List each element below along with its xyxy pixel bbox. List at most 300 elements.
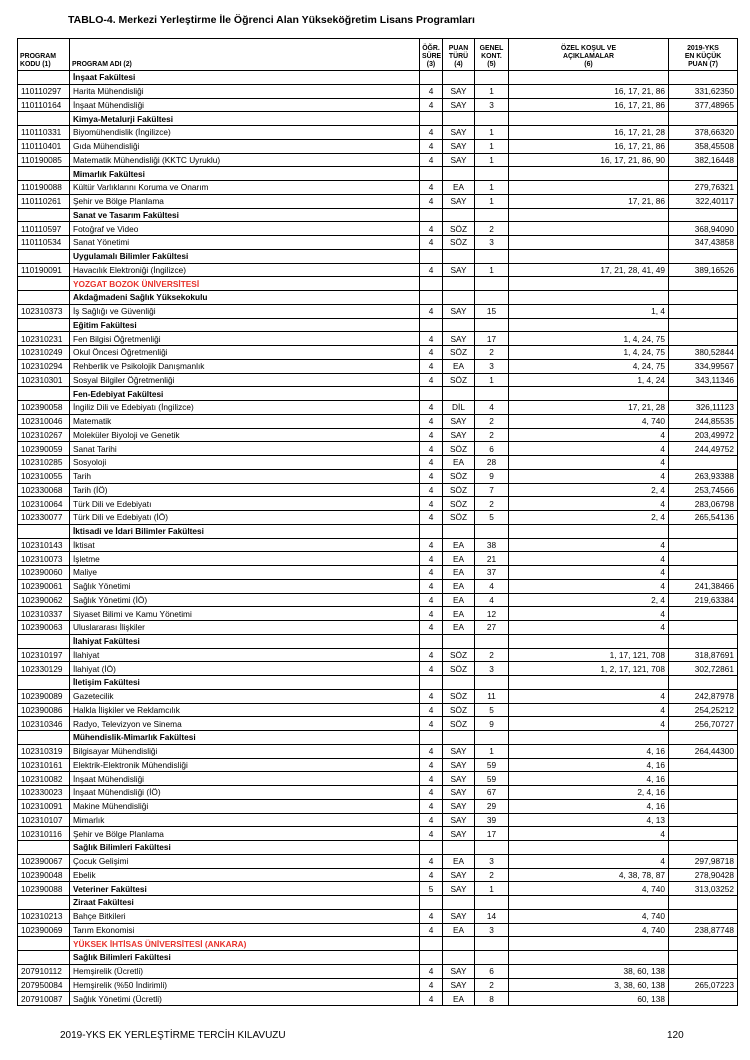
program-name: Mimarlık [70,813,420,827]
quota-cell [475,277,509,291]
score-type-cell [443,937,475,951]
min-score: 219,63384 [669,593,738,607]
program-code: 102310267 [18,428,70,442]
min-score: 254,25212 [669,703,738,717]
table-row [18,648,738,662]
duration: 4 [420,552,443,566]
duration-cell [420,634,443,648]
faculty-row [18,167,738,181]
faculty-name: Eğitim Fakültesi [70,318,420,332]
score-type-cell [443,167,475,181]
score-type: SÖZ [443,236,475,250]
min-score: 244,85535 [669,414,738,428]
program-code: 102390061 [18,579,70,593]
conditions-cell [509,249,669,263]
program-name: Fotoğraf ve Video [70,222,420,236]
conditions-cell [509,524,669,538]
min-score-cell [669,291,738,305]
conditions [509,222,669,236]
quota: 2 [475,222,509,236]
program-code: 110110297 [18,84,70,98]
conditions: 38, 60, 138 [509,964,669,978]
program-name: Hemşirelik (%50 İndirimli) [70,978,420,992]
table-row [18,126,738,140]
score-type: EA [443,538,475,552]
duration-cell [420,731,443,745]
conditions [509,181,669,195]
score-type-cell [443,731,475,745]
university-name: YÜKSEK İHTİSAS ÜNİVERSİTESİ (ANKARA) [70,937,420,951]
faculty-row [18,676,738,690]
duration: 4 [420,401,443,415]
quota: 4 [475,593,509,607]
table-row [18,758,738,772]
quota: 6 [475,964,509,978]
min-score-cell [669,277,738,291]
faculty-row [18,71,738,85]
min-score: 343,11346 [669,373,738,387]
min-score: 334,99567 [669,359,738,373]
program-code: 102310046 [18,414,70,428]
conditions: 17, 21, 28, 41, 49 [509,263,669,277]
conditions-cell [509,71,669,85]
duration: 4 [420,346,443,360]
program-code: 102390089 [18,689,70,703]
program-name: Okul Öncesi Öğretmenliği [70,346,420,360]
table-row [18,579,738,593]
quota: 3 [475,854,509,868]
table-row [18,263,738,277]
program-name: Radyo, Televizyon ve Sinema [70,717,420,731]
conditions: 16, 17, 21, 86 [509,84,669,98]
quota: 14 [475,909,509,923]
quota: 1 [475,139,509,153]
conditions: 3, 38, 60, 138 [509,978,669,992]
table-row [18,84,738,98]
score-type-cell [443,841,475,855]
duration: 4 [420,222,443,236]
score-type: SÖZ [443,717,475,731]
table-row [18,621,738,635]
quota: 5 [475,511,509,525]
program-code: 102310231 [18,332,70,346]
quota: 17 [475,827,509,841]
program-code: 102390088 [18,882,70,896]
table-row [18,689,738,703]
program-code: 102310285 [18,456,70,470]
score-type: SAY [443,194,475,208]
faculty-name: Sağlık Bilimleri Fakültesi [70,951,420,965]
code-cell [18,387,70,401]
code-cell [18,676,70,690]
quota: 2 [475,428,509,442]
conditions: 4, 16 [509,758,669,772]
duration: 4 [420,566,443,580]
duration: 4 [420,799,443,813]
quota-cell [475,937,509,951]
university-row [18,277,738,291]
program-code: 110110261 [18,194,70,208]
score-type: SÖZ [443,442,475,456]
table-row [18,222,738,236]
program-name: İlahiyat [70,648,420,662]
program-name: İnşaat Mühendisliği [70,98,420,112]
table-row [18,744,738,758]
code-cell [18,937,70,951]
quota: 59 [475,758,509,772]
min-score: 302,72861 [669,662,738,676]
conditions-cell [509,731,669,745]
table-row [18,799,738,813]
score-type-cell [443,249,475,263]
duration: 4 [420,98,443,112]
table-row [18,139,738,153]
program-name: Moleküler Biyoloji ve Genetik [70,428,420,442]
min-score-cell [669,208,738,222]
table-row [18,772,738,786]
score-type: SAY [443,98,475,112]
score-type: SÖZ [443,222,475,236]
faculty-row [18,951,738,965]
quota: 9 [475,717,509,731]
quota: 2 [475,497,509,511]
program-name: Veteriner Fakültesi [70,882,420,896]
table-row [18,882,738,896]
duration: 4 [420,978,443,992]
table-row [18,538,738,552]
code-cell [18,318,70,332]
quota-cell [475,634,509,648]
min-score [669,964,738,978]
duration: 4 [420,964,443,978]
duration: 4 [420,717,443,731]
duration: 4 [420,456,443,470]
score-type: EA [443,552,475,566]
quota: 1 [475,744,509,758]
conditions: 4 [509,469,669,483]
code-cell [18,277,70,291]
conditions-cell [509,387,669,401]
table-row [18,346,738,360]
conditions-cell [509,318,669,332]
score-type: SAY [443,827,475,841]
score-type: SAY [443,799,475,813]
conditions: 17, 21, 86 [509,194,669,208]
duration: 4 [420,194,443,208]
score-type: SÖZ [443,689,475,703]
score-type: SAY [443,414,475,428]
faculty-row [18,249,738,263]
table-row [18,401,738,415]
min-score: 264,44300 [669,744,738,758]
min-score: 242,87978 [669,689,738,703]
program-code: 102310249 [18,346,70,360]
program-code: 102390058 [18,401,70,415]
score-type: EA [443,579,475,593]
faculty-row [18,634,738,648]
score-type: SAY [443,84,475,98]
table-row [18,593,738,607]
conditions: 1, 4, 24 [509,373,669,387]
program-code: 102310143 [18,538,70,552]
faculty-name: Fen-Edebiyat Fakültesi [70,387,420,401]
min-score: 278,90428 [669,868,738,882]
quota-cell [475,318,509,332]
score-type: SAY [443,744,475,758]
code-cell [18,71,70,85]
conditions: 4, 13 [509,813,669,827]
program-code: 102390062 [18,593,70,607]
score-type: EA [443,593,475,607]
min-score: 241,38466 [669,579,738,593]
duration: 4 [420,593,443,607]
programs-table [17,38,738,1006]
conditions: 4 [509,456,669,470]
table-row [18,181,738,195]
quota: 67 [475,786,509,800]
score-type-cell [443,524,475,538]
program-code: 110190088 [18,181,70,195]
min-score [669,813,738,827]
min-score-cell [669,249,738,263]
score-type: EA [443,923,475,937]
faculty-row [18,387,738,401]
program-name: Sanat Yönetimi [70,236,420,250]
score-type: SÖZ [443,497,475,511]
header-conditions: ÖZEL KOŞUL VE AÇIKLAMALAR (6) [509,39,669,71]
min-score: 382,16448 [669,153,738,167]
faculty-row [18,524,738,538]
quota: 15 [475,304,509,318]
quota-cell [475,896,509,910]
conditions: 2, 4 [509,483,669,497]
program-name: Türk Dili ve Edebiyatı (İÖ) [70,511,420,525]
university-name: YOZGAT BOZOK ÜNİVERSİTESİ [70,277,420,291]
duration: 4 [420,332,443,346]
quota: 8 [475,992,509,1006]
program-name: Havacılık Elektroniği (İngilizce) [70,263,420,277]
duration-cell [420,676,443,690]
duration: 4 [420,373,443,387]
score-type-cell [443,634,475,648]
score-type: SAY [443,263,475,277]
faculty-name: Ziraat Fakültesi [70,896,420,910]
duration: 4 [420,827,443,841]
min-score: 358,45508 [669,139,738,153]
min-score: 297,98718 [669,854,738,868]
table-row [18,813,738,827]
table-row [18,786,738,800]
score-type: SÖZ [443,483,475,497]
duration-cell [420,951,443,965]
min-score: 244,49752 [669,442,738,456]
conditions: 2, 4 [509,593,669,607]
table-row [18,483,738,497]
program-name: Çocuk Gelişimi [70,854,420,868]
conditions: 4 [509,607,669,621]
min-score: 313,03252 [669,882,738,896]
program-name: Makine Mühendisliği [70,799,420,813]
conditions [509,236,669,250]
conditions: 60, 138 [509,992,669,1006]
table-row [18,497,738,511]
program-name: İnşaat Mühendisliği (İÖ) [70,786,420,800]
program-name: Fen Bilgisi Öğretmenliği [70,332,420,346]
min-score: 265,54136 [669,511,738,525]
program-name: Maliye [70,566,420,580]
conditions: 17, 21, 28 [509,401,669,415]
min-score-cell [669,167,738,181]
min-score [669,566,738,580]
conditions: 4, 740 [509,923,669,937]
duration: 4 [420,414,443,428]
program-name: Rehberlik ve Psikolojik Danışmanlık [70,359,420,373]
min-score-cell [669,951,738,965]
duration: 4 [420,579,443,593]
min-score-cell [669,731,738,745]
duration: 4 [420,359,443,373]
duration: 4 [420,923,443,937]
program-code: 102310082 [18,772,70,786]
duration: 4 [420,428,443,442]
faculty-row [18,208,738,222]
score-type: SAY [443,304,475,318]
header-program-name: PROGRAM ADI (2) [70,39,420,71]
min-score: 368,94090 [669,222,738,236]
quota-cell [475,249,509,263]
conditions: 4 [509,566,669,580]
min-score-cell [669,112,738,126]
program-code: 102310319 [18,744,70,758]
duration: 4 [420,662,443,676]
quota: 38 [475,538,509,552]
header-min-score: 2019-YKS EN KÜÇÜK PUAN (7) [669,39,738,71]
header-program-code: PROGRAM KODU (1) [18,39,70,71]
quota: 1 [475,153,509,167]
quota: 7 [475,483,509,497]
quota: 29 [475,799,509,813]
program-code: 110190091 [18,263,70,277]
quota: 9 [475,469,509,483]
duration-cell [420,896,443,910]
conditions: 2, 4 [509,511,669,525]
duration: 4 [420,703,443,717]
faculty-row [18,318,738,332]
table-row [18,854,738,868]
duration-cell [420,387,443,401]
score-type: EA [443,992,475,1006]
program-name: Sosyal Bilgiler Öğretmenliği [70,373,420,387]
quota-cell [475,676,509,690]
program-code: 102310055 [18,469,70,483]
score-type: SAY [443,139,475,153]
duration: 4 [420,84,443,98]
duration: 4 [420,744,443,758]
min-score: 347,43858 [669,236,738,250]
duration: 4 [420,758,443,772]
duration: 4 [420,263,443,277]
conditions-cell [509,937,669,951]
conditions: 1, 2, 17, 121, 708 [509,662,669,676]
table-row [18,827,738,841]
min-score [669,909,738,923]
min-score: 389,16526 [669,263,738,277]
quota: 4 [475,401,509,415]
duration: 4 [420,139,443,153]
min-score [669,772,738,786]
program-name: Matematik Mühendisliği (KKTC Uyruklu) [70,153,420,167]
conditions: 4 [509,552,669,566]
duration-cell [420,524,443,538]
quota: 27 [475,621,509,635]
faculty-row [18,112,738,126]
conditions: 4 [509,854,669,868]
duration: 4 [420,126,443,140]
min-score [669,538,738,552]
conditions-cell [509,167,669,181]
program-name: Hemşirelik (Ücretli) [70,964,420,978]
min-score-cell [669,71,738,85]
table-row [18,607,738,621]
footer-guide-title: 2019-YKS EK YERLEŞTİRME TERCİH KILAVUZU [60,1030,286,1041]
program-name: Sağlık Yönetimi (İÖ) [70,593,420,607]
quota: 1 [475,84,509,98]
conditions: 4 [509,497,669,511]
quota: 21 [475,552,509,566]
score-type-cell [443,896,475,910]
faculty-name: İktisadi ve İdari Bilimler Fakültesi [70,524,420,538]
min-score: 331,62350 [669,84,738,98]
faculty-name: Sanat ve Tasarım Fakültesi [70,208,420,222]
conditions: 4 [509,703,669,717]
program-name: Biyomühendislik (İngilizce) [70,126,420,140]
faculty-name: İletişim Fakültesi [70,676,420,690]
conditions: 1, 4, 24, 75 [509,346,669,360]
program-name: İngiliz Dili ve Edebiyatı (İngilizce) [70,401,420,415]
program-code: 102390048 [18,868,70,882]
conditions: 4 [509,689,669,703]
program-code: 110110401 [18,139,70,153]
code-cell [18,167,70,181]
table-row [18,194,738,208]
duration: 4 [420,909,443,923]
program-code: 102390086 [18,703,70,717]
program-code: 102310107 [18,813,70,827]
quota: 1 [475,194,509,208]
conditions: 4, 16 [509,799,669,813]
duration: 4 [420,181,443,195]
conditions: 16, 17, 21, 86 [509,98,669,112]
min-score-cell [669,318,738,332]
min-score: 265,07223 [669,978,738,992]
quota-cell [475,291,509,305]
min-score-cell [669,676,738,690]
program-code: 110110331 [18,126,70,140]
code-cell [18,112,70,126]
score-type: SAY [443,428,475,442]
program-code: 102310346 [18,717,70,731]
score-type: SÖZ [443,703,475,717]
duration: 4 [420,648,443,662]
score-type: SAY [443,882,475,896]
program-code: 102310091 [18,799,70,813]
conditions: 2, 4, 16 [509,786,669,800]
faculty-row [18,896,738,910]
program-code: 102310197 [18,648,70,662]
conditions: 1, 4, 24, 75 [509,332,669,346]
code-cell [18,951,70,965]
score-type: SAY [443,964,475,978]
